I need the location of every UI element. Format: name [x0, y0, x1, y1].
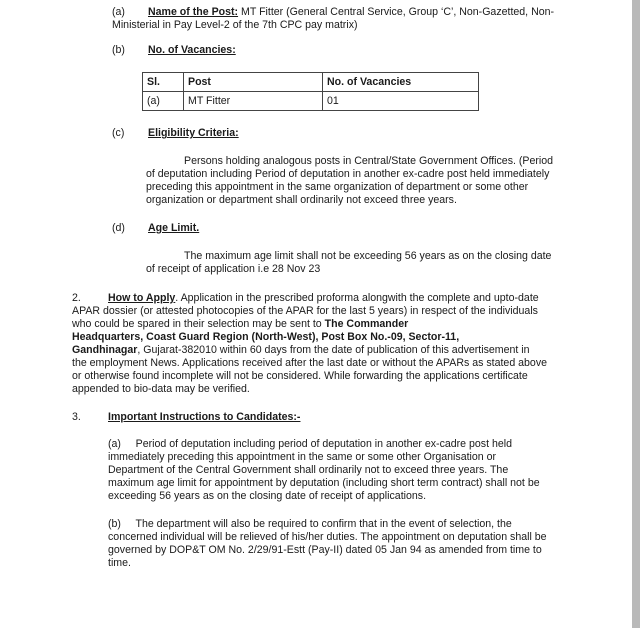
section-2-line1-rest: . Application in the prescribed proforma alongwith the complete and upto-date — [175, 292, 539, 304]
table-cell: 01 — [323, 92, 479, 111]
section-3a-line: (a) Period of deputation including period of deputation in another ex-cadre post held — [108, 438, 513, 450]
item-d-label: (d) — [112, 222, 125, 234]
section-3b-line: (b) The department will also be required to confirm that in the event of selection, the — [108, 518, 512, 530]
table-header-cell: Post — [184, 73, 323, 92]
item-c-label: (c) — [112, 127, 125, 139]
item-d-line: The maximum age limit shall not be exceeding 56 years as on the closing date — [184, 250, 552, 262]
section-3b-line: concerned individual will be relieved of his/her duties. The appointment on deputation shall be — [108, 531, 547, 543]
section-3a-line: immediately preceding this appointment in the same or some other Organisation or — [108, 451, 497, 463]
table-cell: (a) — [143, 92, 184, 111]
section-2-line8: appended to bio-data may be verified. — [72, 383, 250, 395]
section-2-line3-a: who could be spared in their selection may be sent to — [72, 318, 325, 330]
section-2-line5-b: , Gujarat-382010 within 60 days from the date of publication of this advertisement in — [137, 344, 530, 356]
item-a-text1: MT Fitter (General Central Service, Group ‘C’, Non-Gazetted, Non- — [241, 6, 555, 18]
item-d-heading: Age Limit. — [148, 222, 200, 234]
section-3-number: 3. — [72, 411, 81, 423]
vacancies-table — [142, 72, 479, 111]
table-header-cell: Sl. — [143, 73, 184, 92]
section-2-heading: How to Apply — [108, 292, 176, 304]
section-2-line1 — [108, 292, 588, 304]
section-2-number: 2. — [72, 292, 81, 304]
item-c-line: of deputation including Period of deputation in another ex-cadre post held immediately — [146, 168, 550, 180]
section-3a-line: exceeding 56 years as on the closing date of receipt of applications. — [108, 490, 427, 502]
item-b-heading: No. of Vacancies: — [148, 44, 236, 56]
item-a-line1 — [148, 6, 588, 18]
section-2-line2: APAR dossier (or attested photocopies of the APAR for the last 5 years) in respect of the individuals — [72, 305, 538, 317]
section-2-line5 — [72, 344, 588, 356]
item-c-line: Persons holding analogous posts in Central/State Government Offices. (Period — [184, 155, 554, 167]
item-a-text2: Ministerial in Pay Level-2 of the 7th CPC pay matrix) — [112, 19, 358, 31]
table-header-row — [143, 73, 479, 92]
table-row — [143, 92, 479, 111]
page-edge-shadow — [632, 0, 640, 628]
section-2-address: Headquarters, Coast Guard Region (North-West), Post Box No.-09, Sector-11, — [72, 331, 460, 343]
section-3-heading: Important Instructions to Candidates:- — [108, 411, 301, 423]
section-2-line6: the employment News. Applications received after the last date or without the APARs as stated above — [72, 357, 548, 369]
section-2-city: Gandhinagar — [72, 344, 138, 356]
section-2-addressee: The Commander — [324, 318, 409, 330]
item-c-line: preceding this appointment in the same organization of department or some other — [146, 181, 529, 193]
item-a-heading: Name of the Post: — [148, 6, 239, 18]
item-d-line: of receipt of application i.e 28 Nov 23 — [146, 263, 321, 275]
section-3a-line: maximum age limit for appointment by deputation (including short term contract) shall not be — [108, 477, 540, 489]
section-3b-line: governed by DOP&T OM No. 2/29/91-Estt (Pay-II) dated 05 Jan 94 as amended from time to — [108, 544, 542, 556]
table-header-cell: No. of Vacancies — [323, 73, 479, 92]
section-2-line3 — [72, 318, 588, 330]
item-b-label: (b) — [112, 44, 125, 56]
table-cell: MT Fitter — [184, 92, 323, 111]
item-c-heading: Eligibility Criteria: — [148, 127, 239, 139]
section-3a-line: Department of the Central Government shall ordinarily not to exceed three years. The — [108, 464, 509, 476]
section-2-line7: or otherwise found incomplete will not be considered. While forwarding the applications certificate — [72, 370, 528, 382]
section-3b-line: time. — [108, 557, 131, 569]
item-a-label: (a) — [112, 6, 125, 18]
item-c-line: organization or department shall ordinarily not exceed three years. — [146, 194, 457, 206]
